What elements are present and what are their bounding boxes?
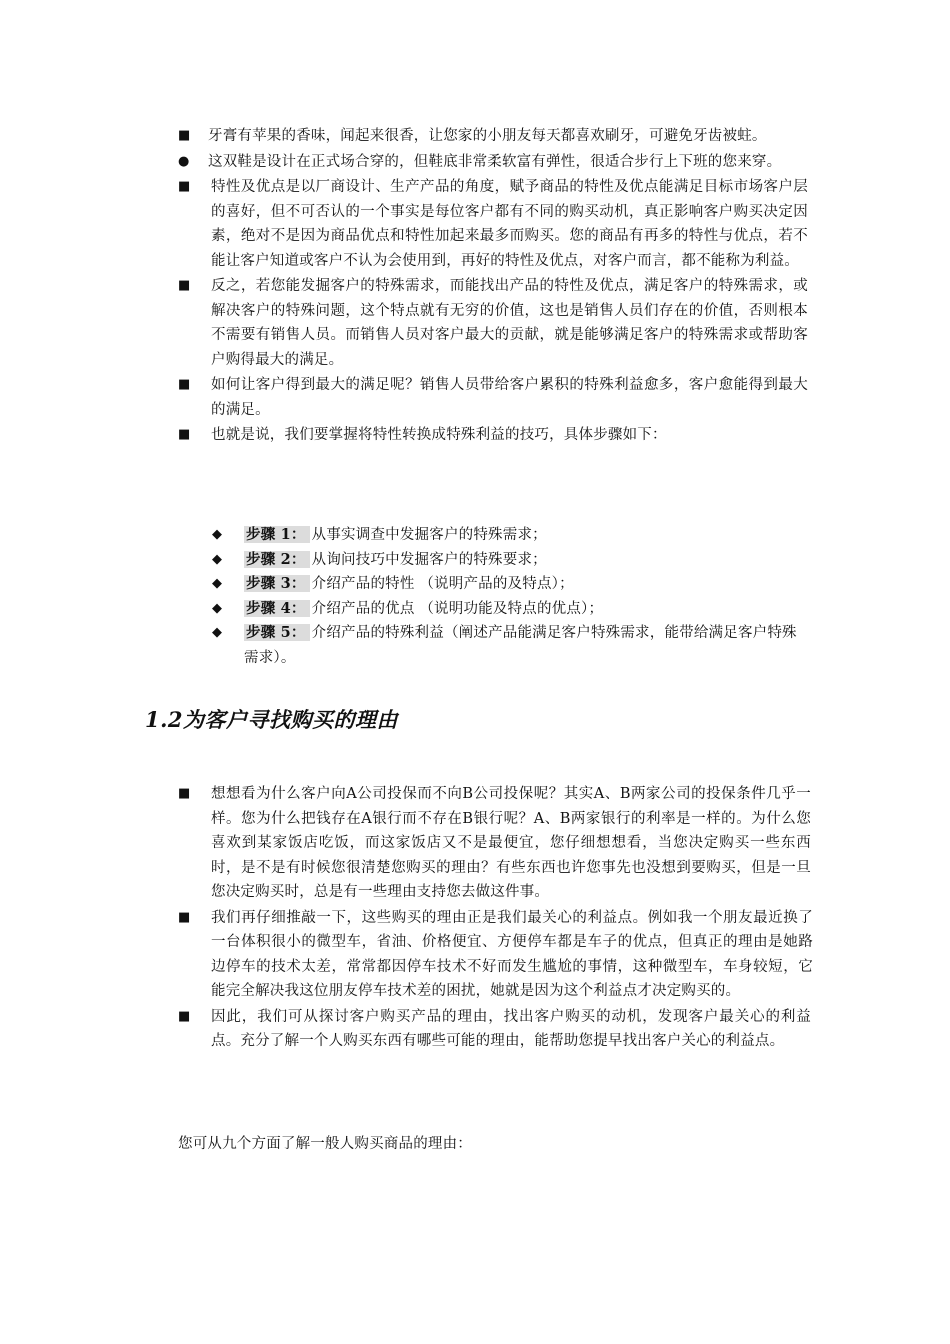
diamond-bullet-icon: ◆ — [212, 625, 222, 640]
list-item-text: 因此，我们可从探讨客户购买产品的理由，找出客户购买的动机，发现客户最关心的利益点。充分了解一个人购买东西有哪些可能的理由，能帮助您提早找出客户关心的利益点。 — [211, 1008, 811, 1049]
steps-list — [212, 523, 802, 670]
diamond-bullet-icon: ◆ — [212, 600, 222, 616]
step-label: 步骤 4： — [244, 600, 310, 617]
step-text: 介绍产品的优点 （说明功能及特点的优点）； — [311, 600, 604, 617]
diamond-bullet-icon: ◆ — [212, 576, 222, 591]
step-item — [212, 572, 802, 597]
list-item — [178, 782, 813, 905]
square-bullet-icon: ■ — [178, 1008, 191, 1024]
step-text: 介绍产品的特殊利益（阐述产品能满足客户特殊需求，能带给满足客户特殊需求）。 — [244, 625, 797, 666]
step-item — [212, 523, 802, 548]
list-item — [178, 423, 808, 448]
square-bullet-icon: ■ — [178, 179, 191, 194]
list-item-text: 反之，若您能发掘客户的特殊需求，而能找出产品的特性及优点，满足客户的特殊需求，或解决客户的特殊问题，这个特点就有无穷的价值，这也是销售人员们存在的价值，否则根本不需要有销售人员。而销售人员对客户最大的贡献，就是能够满足客户的特殊需求或帮助客户购得最大的满足。 — [211, 278, 808, 368]
list-item — [178, 124, 808, 149]
closing-paragraph: 您可从九个方面了解一般人购买商品的理由： — [178, 1136, 472, 1152]
round-bullet-icon: ● — [178, 153, 190, 169]
list-item-text: 牙膏有苹果的香味，闻起来很香，让您家的小朋友每天都喜欢刷牙，可避免牙齿被蛀。 — [208, 128, 767, 144]
step-label: 步骤 2： — [244, 551, 310, 568]
list-item — [178, 175, 808, 273]
bullet-list-top — [178, 124, 808, 448]
list-item — [178, 274, 808, 372]
square-bullet-icon: ■ — [178, 909, 191, 925]
step-text: 介绍产品的特性 （说明产品的及特点）； — [311, 576, 574, 592]
diamond-bullet-icon: ◆ — [212, 551, 222, 567]
step-text: 从询问技巧中发掘客户的特殊要求； — [311, 551, 547, 568]
square-bullet-icon: ■ — [178, 128, 191, 143]
diamond-bullet-icon: ◆ — [212, 527, 222, 542]
list-item-text: 想想看为什么客户向A公司投保而不向B公司投保呢？其实A、B两家公司的投保条件几乎一样。您为什么把钱存在A银行而不存在B银行呢？A、B两家银行的利率是一样的。为什么您喜欢到某家饭店吃饭，而这家饭店又不是最便宜，您仔细想想看，当您决定购买一些东西时，是不是有时候您很清楚您购买的理由？有些东西也许您事先也没想到要购买，但是一旦您决定购买时，总是有一些理由支持您去做这件事。 — [211, 786, 811, 900]
list-item — [178, 373, 808, 422]
list-item-text: 也就是说，我们要掌握将特性转换成特殊利益的技巧，具体步骤如下： — [211, 427, 667, 443]
list-item-text: 特性及优点是以厂商设计、生产产品的角度，赋予商品的特性及优点能满足目标市场客户层的喜好，但不可否认的一个事实是每位客户都有不同的购买动机，真正影响客户购买决定因素，绝对不是因为商品优点和特性加起来最多而购买。您的商品有再多的特性与优点，若不能让客户知道或客户不认为会使用到，再好的特性及优点，对客户而言，都不能称为利益。 — [211, 179, 808, 269]
step-text: 从事实调查中发掘客户的特殊需求； — [311, 527, 547, 543]
list-item-text: 我们再仔细推敲一下，这些购买的理由正是我们最关心的利益点。例如我一个朋友最近换了一台体积很小的微型车，省油、价格便宜、方便停车都是车子的优点，但真正的理由是她路边停车的技术太差，常常都因停车技术不好而发生尴尬的事情，这种微型车，车身较短，它能完全解决我这位朋友停车技术差的困扰，她就是因为这个利益点才决定购买的。 — [211, 909, 813, 999]
square-bullet-icon: ■ — [178, 377, 191, 392]
list-item-text: 这双鞋是设计在正式场合穿的，但鞋底非常柔软富有弹性，很适合步行上下班的您来穿。 — [208, 153, 782, 170]
list-item — [178, 1005, 813, 1054]
list-item — [178, 906, 813, 1004]
step-item — [212, 597, 802, 622]
step-label: 步骤 3： — [244, 575, 310, 592]
list-item-text: 如何让客户得到最大的满足呢？销售人员带给客户累积的特殊利益愈多，客户愈能得到最大的满足。 — [211, 377, 808, 418]
step-label: 步骤 5： — [244, 624, 310, 641]
step-item — [212, 621, 802, 670]
section-heading: 1.2为客户寻找购买的理由 — [145, 707, 399, 732]
step-label: 步骤 1： — [244, 526, 310, 543]
step-item — [212, 548, 802, 573]
square-bullet-icon: ■ — [178, 278, 191, 293]
list-item — [178, 150, 808, 175]
square-bullet-icon: ■ — [178, 786, 191, 801]
bullet-list-bottom — [178, 782, 813, 1054]
square-bullet-icon: ■ — [178, 427, 191, 442]
